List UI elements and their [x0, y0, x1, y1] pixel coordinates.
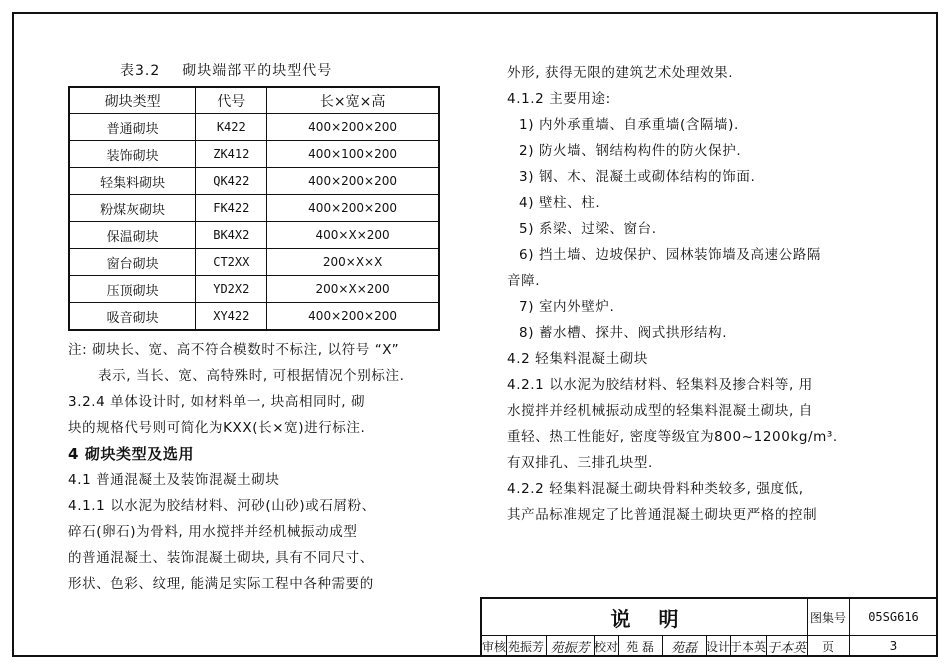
- use-item-6-continued: 音障.: [507, 273, 541, 289]
- use-item-2: 2) 防火墙、钢结构构件的防火保护.: [519, 143, 742, 159]
- clause-4-2-1-line3: 重轻、热工性能好, 密度等级宜为800~1200kg/m³.: [507, 429, 838, 445]
- table-header-row: [69, 87, 439, 114]
- title-block-row-1: [482, 599, 938, 636]
- cell-type: 轻集料砌块: [69, 168, 196, 195]
- page-label: 页: [807, 635, 850, 657]
- table-row: [69, 249, 439, 276]
- reviewer-signature: 苑振芳: [546, 635, 595, 657]
- design-label: 设计: [706, 635, 731, 657]
- cell-code: QK422: [196, 168, 267, 195]
- atlas-label: 图集号: [807, 599, 850, 635]
- sheet-title: 说明: [610, 606, 707, 631]
- table-row: [69, 195, 439, 222]
- table-row: [69, 222, 439, 249]
- use-item-3: 3) 钢、木、混凝土或砌体结构的饰面.: [519, 169, 756, 185]
- clause-4-1-1-line2: 碎石(卵石)为骨料, 用水搅拌并经机械振动成型: [68, 524, 358, 540]
- cell-code: BK4X2: [196, 222, 267, 249]
- use-item-6: 6) 挡土墙、边坡保护、园林装饰墙及高速公路隔: [519, 247, 821, 263]
- cell-type: 吸音砌块: [69, 303, 196, 331]
- cell-type: 保温砌块: [69, 222, 196, 249]
- cell-type: 装饰砌块: [69, 141, 196, 168]
- checker-name: 苑 磊: [618, 635, 663, 657]
- cell-type: 普通砌块: [69, 114, 196, 141]
- left-column: [68, 60, 448, 597]
- use-item-7: 7) 室内外壁炉.: [519, 299, 615, 315]
- table-note: 注: 砌块长、宽、高不符合模数时不标注, 以符号 “X”: [68, 342, 400, 358]
- designer-name: 于本英: [730, 635, 767, 657]
- clause-3-2-4-continued: 块的规格代号则可简化为KXX(长×宽)进行标注.: [68, 420, 366, 436]
- table-caption: [120, 60, 448, 82]
- block-code-table: [68, 86, 440, 331]
- designer-signature: 于本英: [766, 635, 808, 657]
- section-heading-4: 4 砌块类型及选用: [68, 445, 195, 463]
- clause-4-1-1: 4.1.1 以水泥为胶结材料、河砂(山砂)或石屑粉、: [68, 498, 376, 514]
- clause-4-1-2: 4.1.2 主要用途:: [507, 91, 611, 107]
- cell-dims: 400×X×200: [267, 222, 439, 249]
- checker-signature: 苑磊: [662, 635, 707, 657]
- clause-4-2-2: 4.2.2 轻集料混凝土砌块骨料种类较多, 强度低,: [507, 481, 804, 497]
- table-row: [69, 168, 439, 195]
- cell-type: 窗台砌块: [69, 249, 196, 276]
- cell-code: K422: [196, 114, 267, 141]
- use-item-1: 1) 内外承重墙、自承重墙(含隔墙).: [519, 117, 739, 133]
- cell-dims: 400×200×200: [267, 303, 439, 331]
- reviewer-name: 苑振芳: [506, 635, 547, 657]
- title-block: [480, 597, 938, 657]
- atlas-number: 05SG616: [868, 610, 919, 624]
- title-block-row-2: [482, 635, 938, 657]
- table-caption-text: 砌块端部平的块型代号: [182, 63, 333, 79]
- table-row: [69, 303, 439, 331]
- section-heading-4-1: 4.1 普通混凝土及装饰混凝土砌块: [68, 472, 280, 488]
- clause-4-1-1-line3: 的普通混凝土、装饰混凝土砌块, 具有不同尺寸、: [68, 550, 374, 566]
- clause-4-1-1-line4: 形状、色彩、纹理, 能满足实际工程中各种需要的: [68, 576, 374, 592]
- header-block-type: 砌块类型: [69, 87, 196, 114]
- text-line: 外形, 获得无限的建筑艺术处理效果.: [507, 65, 734, 81]
- section-heading-4-2: 4.2 轻集料混凝土砌块: [507, 351, 648, 367]
- cell-dims: 400×200×200: [267, 195, 439, 222]
- header-code: 代号: [196, 87, 267, 114]
- table-note-continued: 表示, 当长、宽、高特殊时, 可根据情况个别标注.: [98, 368, 405, 384]
- page-number: 3: [889, 639, 898, 653]
- cell-dims: 200×X×200: [267, 276, 439, 303]
- cell-type: 压顶砌块: [69, 276, 196, 303]
- clause-3-2-4: 3.2.4 单体设计时, 如材料单一, 块高相同时, 砌: [68, 394, 366, 410]
- cell-type: 粉煤灰砌块: [69, 195, 196, 222]
- use-item-8: 8) 蓄水槽、探井、阀式拱形结构.: [519, 325, 728, 341]
- cell-code: YD2X2: [196, 276, 267, 303]
- cell-dims: 200×X×X: [267, 249, 439, 276]
- header-dimensions: 长×宽×高: [267, 87, 439, 114]
- right-column: [507, 60, 887, 528]
- review-label: 审核: [482, 635, 507, 657]
- table-row: [69, 114, 439, 141]
- table-row: [69, 276, 439, 303]
- clause-4-2-1-line4: 有双排孔、三排孔块型.: [507, 455, 653, 471]
- clause-4-2-1: 4.2.1 以水泥为胶结材料、轻集料及掺合料等, 用: [507, 377, 813, 393]
- check-label: 校对: [594, 635, 619, 657]
- cell-dims: 400×200×200: [267, 114, 439, 141]
- table-number: 表3.2: [120, 63, 161, 79]
- table-row: [69, 141, 439, 168]
- cell-code: FK422: [196, 195, 267, 222]
- cell-code: CT2XX: [196, 249, 267, 276]
- cell-code: ZK412: [196, 141, 267, 168]
- use-item-5: 5) 系梁、过梁、窗台.: [519, 221, 657, 237]
- sheet-title-cell: [482, 599, 808, 635]
- cell-dims: 400×100×200: [267, 141, 439, 168]
- cell-code: XY422: [196, 303, 267, 331]
- cell-dims: 400×200×200: [267, 168, 439, 195]
- clause-4-2-1-line2: 水搅拌并经机械振动成型的轻集料混凝土砌块, 自: [507, 403, 813, 419]
- use-item-4: 4) 壁柱、柱.: [519, 195, 601, 211]
- clause-4-2-2-line2: 其产品标准规定了比普通混凝土砌块更严格的控制: [507, 507, 818, 523]
